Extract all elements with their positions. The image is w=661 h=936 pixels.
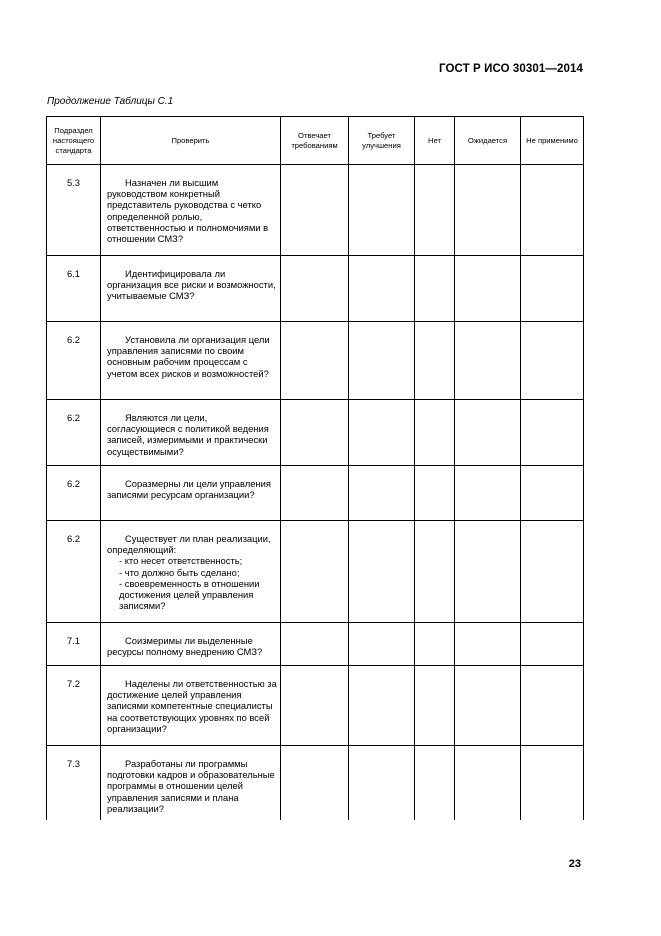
- table-row: [47, 400, 584, 466]
- answer-cell-expected[interactable]: [455, 466, 521, 521]
- question-cell: [101, 623, 281, 666]
- section-number: 7.2: [47, 666, 101, 746]
- section-number: 6.2: [47, 466, 101, 521]
- table-caption: Продолжение Таблицы С.1: [47, 96, 174, 107]
- answer-cell-meets[interactable]: [281, 466, 349, 521]
- answer-cell-na[interactable]: [521, 466, 584, 521]
- table-row: [47, 256, 584, 322]
- table-row: [47, 165, 584, 256]
- answer-cell-meets[interactable]: [281, 666, 349, 746]
- col-header-expected: Ожидается: [455, 117, 521, 165]
- answer-cell-na[interactable]: [521, 623, 584, 666]
- section-number: 6.2: [47, 400, 101, 466]
- question-text: Существует ли план реализации, определяющий:: [107, 533, 271, 556]
- question-text: Назначен ли высшим руководством конкретный представитель руководства с четко определенной ролью, ответственностью и полномочиями в отношении СМЗ?: [107, 177, 269, 245]
- answer-cell-na[interactable]: [521, 521, 584, 623]
- answer-cell-meets[interactable]: [281, 165, 349, 256]
- answer-cell-meets[interactable]: [281, 521, 349, 623]
- answer-cell-no[interactable]: [415, 322, 455, 400]
- section-number: 6.1: [47, 256, 101, 322]
- question-text: Являются ли цели, согласующиеся с политикой ведения записей, измеримыми и практически осуществимыми?: [107, 412, 269, 457]
- question-cell: [101, 256, 281, 322]
- table-row: [47, 666, 584, 746]
- answer-cell-improve[interactable]: [349, 623, 415, 666]
- answer-cell-improve[interactable]: [349, 746, 415, 821]
- answer-cell-improve[interactable]: [349, 400, 415, 466]
- col-header-not-applicable: Не применимо: [521, 117, 584, 165]
- table-row: [47, 746, 584, 821]
- answer-cell-expected[interactable]: [455, 400, 521, 466]
- answer-cell-meets[interactable]: [281, 256, 349, 322]
- question-cell: [101, 666, 281, 746]
- answer-cell-expected[interactable]: [455, 322, 521, 400]
- answer-cell-no[interactable]: [415, 521, 455, 623]
- section-number: 7.1: [47, 623, 101, 666]
- answer-cell-meets[interactable]: [281, 623, 349, 666]
- section-number: 6.2: [47, 322, 101, 400]
- question-text: Наделены ли ответственностью за достижение целей управления записями компетентные специалисты на соответствующих уровнях по всей организации?: [107, 678, 277, 734]
- checklist-table: [46, 116, 584, 820]
- answer-cell-na[interactable]: [521, 666, 584, 746]
- answer-cell-no[interactable]: [415, 400, 455, 466]
- answer-cell-no[interactable]: [415, 256, 455, 322]
- table-row: [47, 623, 584, 666]
- col-header-meets-requirements: Отвечает требованиям: [281, 117, 349, 165]
- answer-cell-improve[interactable]: [349, 521, 415, 623]
- answer-cell-no[interactable]: [415, 666, 455, 746]
- answer-cell-na[interactable]: [521, 165, 584, 256]
- section-number: 5.3: [47, 165, 101, 256]
- question-cell: [101, 400, 281, 466]
- question-cell: [101, 746, 281, 821]
- question-cell: [101, 322, 281, 400]
- table-row: [47, 466, 584, 521]
- question-text: Соизмеримы ли выделенные ресурсы полному внедрению СМЗ?: [107, 635, 263, 658]
- question-text: Установила ли организация цели управления записями по своим основным рабочим процессам с учетом всех рисков и возможностей?: [107, 334, 270, 379]
- table-row: [47, 322, 584, 400]
- answer-cell-improve[interactable]: [349, 256, 415, 322]
- question-subitem: - что должно быть сделано;: [119, 566, 240, 578]
- question-text: Разработаны ли программы подготовки кадров и образовательные программы в отношении целей управления записями и плана реализации?: [107, 758, 275, 814]
- col-header-needs-improvement: Требует улучшения: [349, 117, 415, 165]
- section-number: 7.3: [47, 746, 101, 821]
- question-text: Соразмерны ли цели управления записями ресурсам организации?: [107, 478, 271, 501]
- question-cell: [101, 521, 281, 623]
- col-header-no: Нет: [415, 117, 455, 165]
- answer-cell-expected[interactable]: [455, 256, 521, 322]
- question-text: Идентифицировала ли организация все риски и возможности, учитываемые СМЗ?: [107, 268, 276, 302]
- document-header: ГОСТ Р ИСО 30301—2014: [438, 63, 583, 75]
- question-subitem: - кто несет ответственность;: [119, 555, 243, 567]
- answer-cell-expected[interactable]: [455, 521, 521, 623]
- answer-cell-expected[interactable]: [455, 746, 521, 821]
- table-header-row: [47, 117, 584, 165]
- col-header-check: Проверить: [101, 117, 281, 165]
- section-number: 6.2: [47, 521, 101, 623]
- question-cell: [101, 466, 281, 521]
- answer-cell-na[interactable]: [521, 322, 584, 400]
- answer-cell-improve[interactable]: [349, 322, 415, 400]
- answer-cell-meets[interactable]: [281, 400, 349, 466]
- answer-cell-na[interactable]: [521, 400, 584, 466]
- answer-cell-improve[interactable]: [349, 165, 415, 256]
- table-row: [47, 521, 584, 623]
- answer-cell-expected[interactable]: [455, 623, 521, 666]
- answer-cell-expected[interactable]: [455, 666, 521, 746]
- answer-cell-meets[interactable]: [281, 322, 349, 400]
- question-cell: [101, 165, 281, 256]
- answer-cell-improve[interactable]: [349, 466, 415, 521]
- answer-cell-no[interactable]: [415, 165, 455, 256]
- col-header-section: Подраздел настоящего стандарта: [47, 117, 101, 165]
- answer-cell-no[interactable]: [415, 746, 455, 821]
- question-subitem: - своевременность в отношении достижения целей управления записями?: [119, 577, 260, 612]
- answer-cell-no[interactable]: [415, 623, 455, 666]
- answer-cell-no[interactable]: [415, 466, 455, 521]
- answer-cell-na[interactable]: [521, 256, 584, 322]
- answer-cell-na[interactable]: [521, 746, 584, 821]
- answer-cell-improve[interactable]: [349, 666, 415, 746]
- answer-cell-meets[interactable]: [281, 746, 349, 821]
- answer-cell-expected[interactable]: [455, 165, 521, 256]
- page-number: 23: [568, 858, 581, 870]
